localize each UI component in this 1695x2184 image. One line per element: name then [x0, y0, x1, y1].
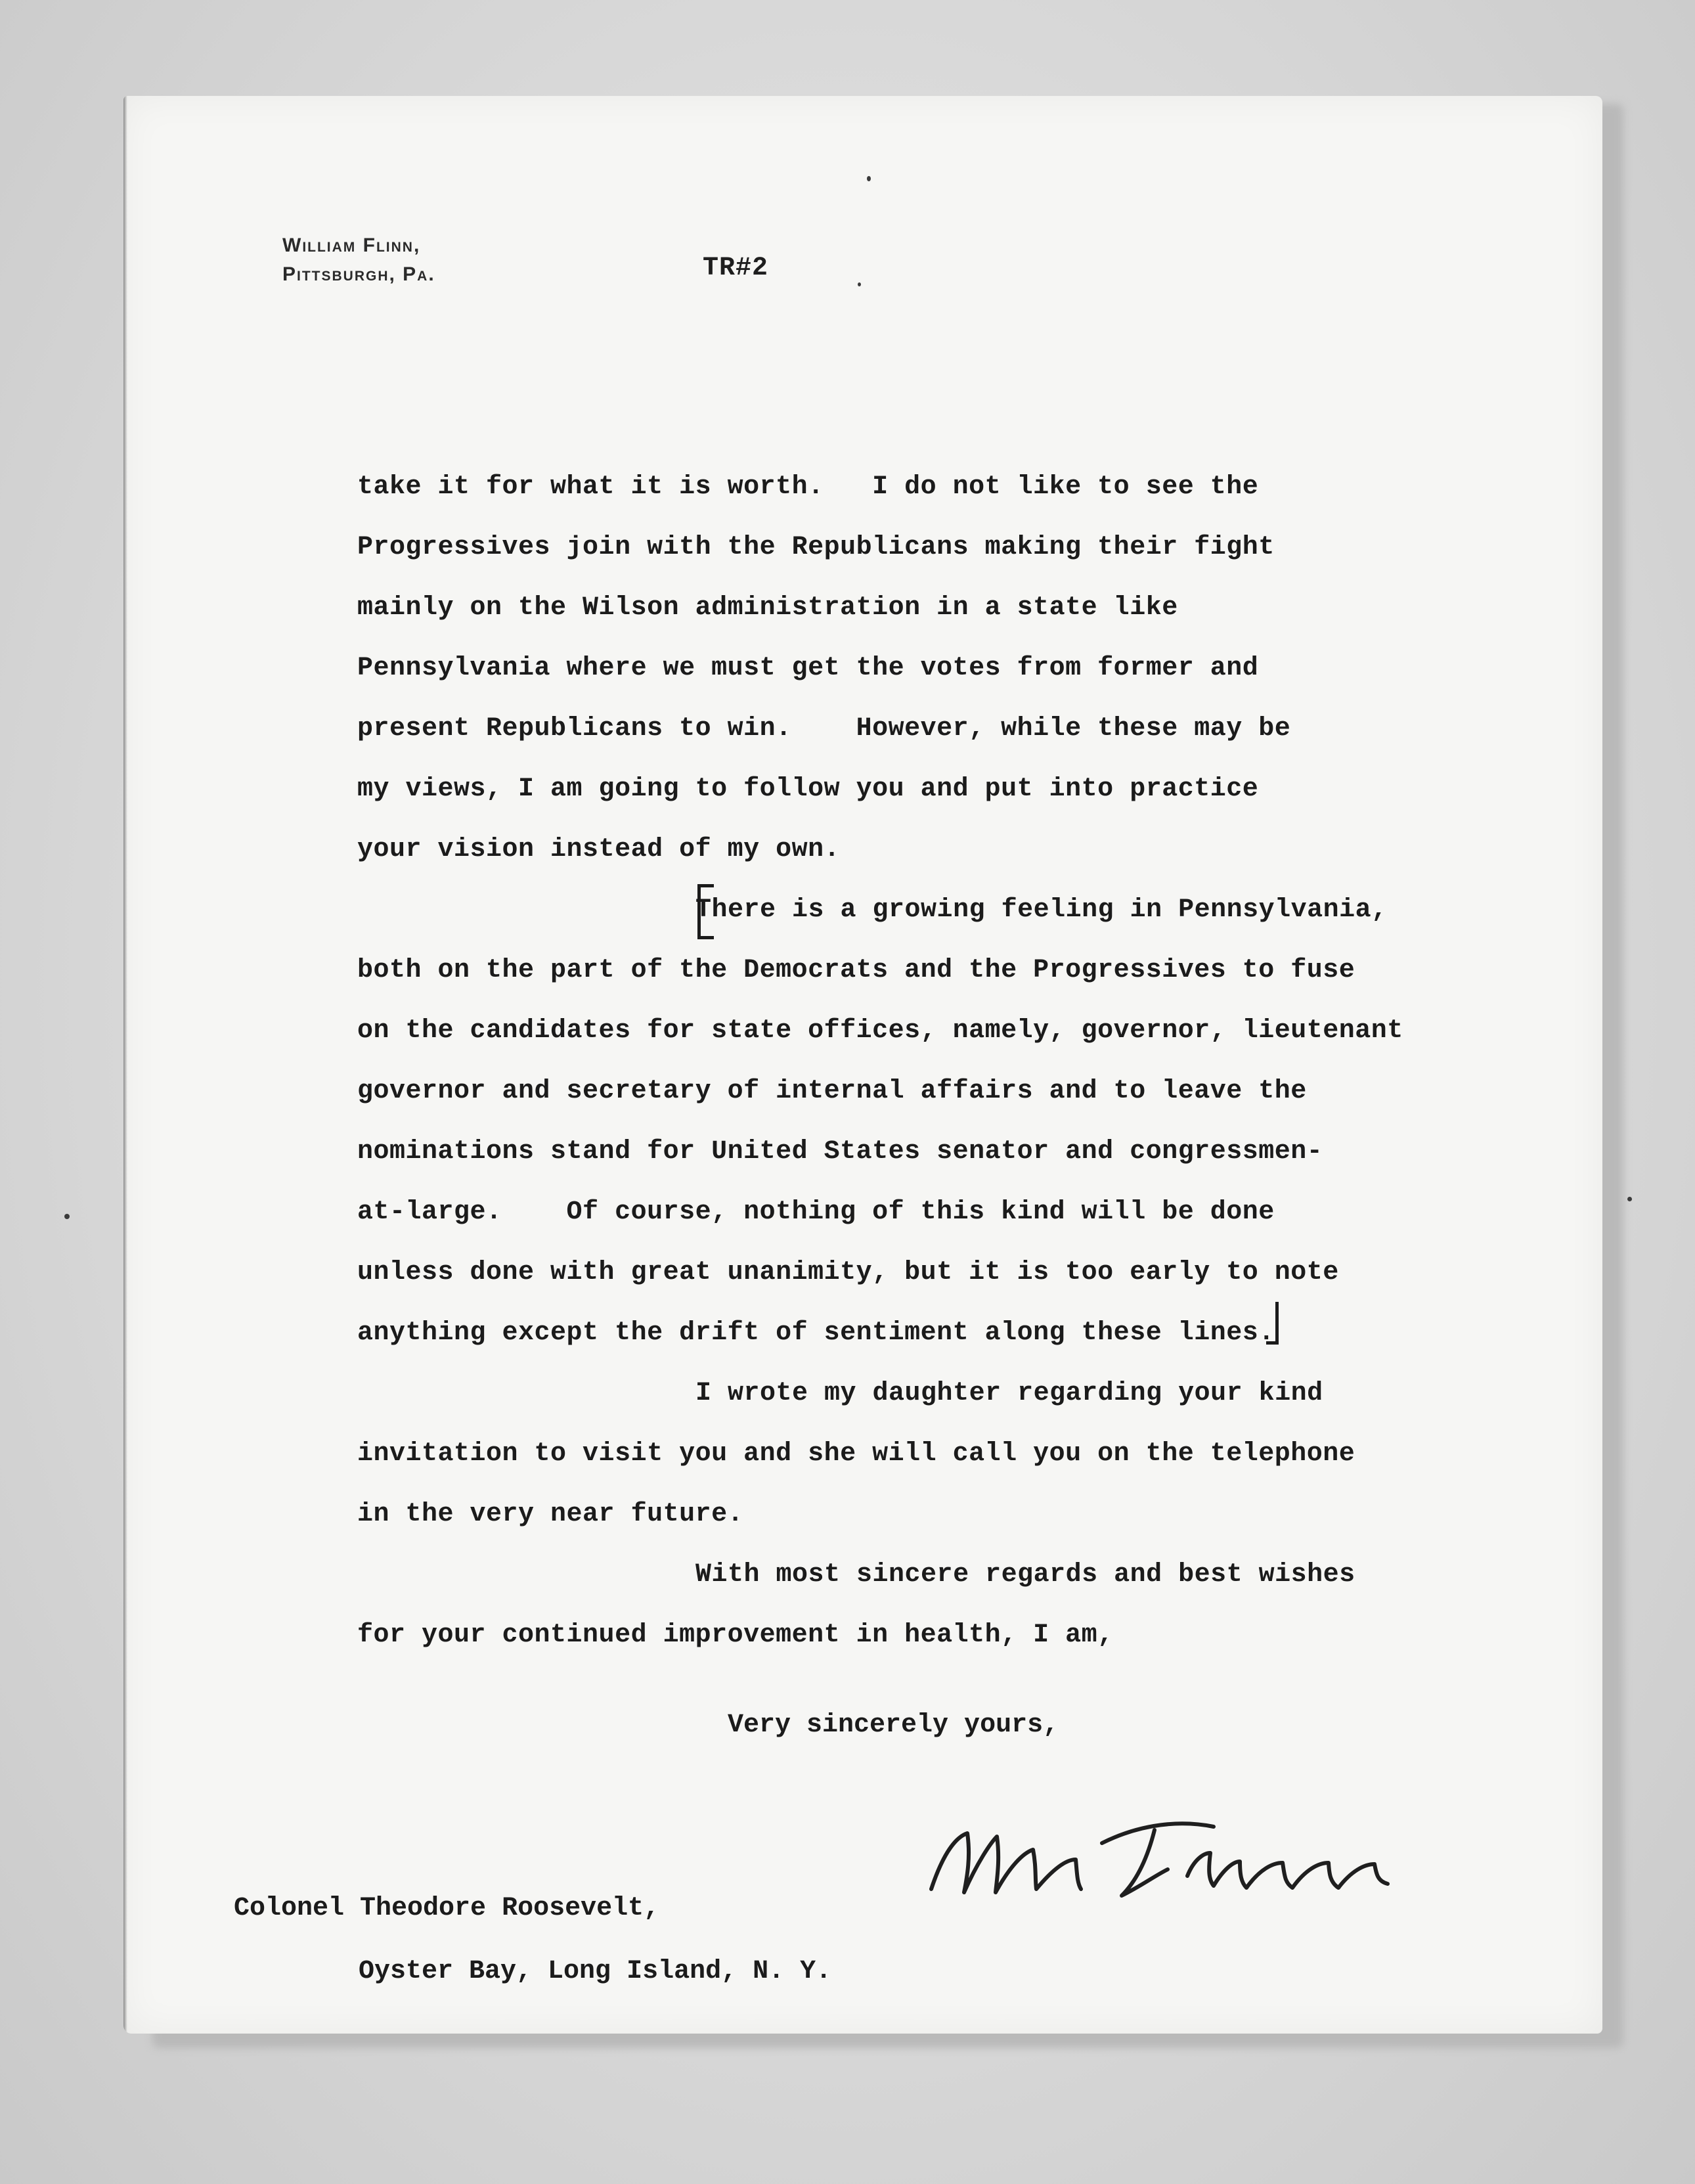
handwritten-bracket-open	[697, 884, 714, 939]
page-reference: TR#2	[703, 254, 769, 283]
body-line: my views, I am going to follow you and put into practice	[357, 774, 1259, 804]
body-line: nominations stand for United States senator and congressmen-	[357, 1137, 1323, 1167]
letterhead-city: Pittsburgh, Pa.	[282, 263, 435, 285]
paper-speck	[867, 176, 871, 181]
body-line: anything except the drift of sentiment along these lines.	[357, 1318, 1275, 1348]
addressee-block	[234, 1877, 831, 2003]
body-line: for your continued improvement in health, I am,	[357, 1620, 1114, 1650]
body-line: invitation to visit you and she will call you on the telephone	[357, 1439, 1355, 1469]
body-line: both on the part of the Democrats and the Progressives to fuse	[357, 956, 1355, 985]
letter-page	[123, 96, 1602, 2034]
body-line: Progressives join with the Republicans making their fight	[357, 533, 1275, 562]
body-line: Pennsylvania where we must get the votes from former and	[357, 654, 1259, 683]
body-line: There is a growing feeling in Pennsylvania,	[695, 895, 1388, 925]
paper-speck	[64, 1214, 70, 1219]
paper-speck	[858, 282, 861, 286]
signature-icon	[905, 1797, 1417, 1909]
body-line: on the candidates for state offices, namely, governor, lieutenant	[357, 1016, 1403, 1046]
paper-edge	[123, 96, 127, 2034]
body-line: With most sincere regards and best wishes	[695, 1560, 1355, 1590]
closing-line: Very sincerely yours,	[728, 1710, 1059, 1740]
body-line: mainly on the Wilson administration in a state like	[357, 593, 1178, 623]
body-line: governor and secretary of internal affairs and to leave the	[357, 1077, 1307, 1106]
letterhead	[282, 231, 435, 289]
body-line: at-large. Of course, nothing of this kind will be done	[357, 1197, 1275, 1227]
addressee-name: Colonel Theodore Roosevelt,	[234, 1894, 660, 1923]
body-line: take it for what it is worth. I do not like to see the	[357, 472, 1259, 502]
body-line: present Republicans to win. However, while these may be	[357, 714, 1291, 744]
body-line: unless done with great unanimity, but it is too early to note	[357, 1258, 1339, 1287]
body-line: in the very near future.	[357, 1500, 744, 1529]
addressee-address: Oyster Bay, Long Island, N. Y.	[359, 1957, 832, 1986]
paper-speck	[1627, 1197, 1632, 1201]
letterhead-name: William Flinn,	[282, 234, 421, 256]
body-line: your vision instead of my own.	[357, 835, 841, 864]
handwritten-signature	[905, 1797, 1417, 1909]
handwritten-bracket-close	[1266, 1302, 1279, 1345]
body-line: I wrote my daughter regarding your kind	[695, 1379, 1323, 1408]
letter-body	[357, 457, 1592, 1666]
